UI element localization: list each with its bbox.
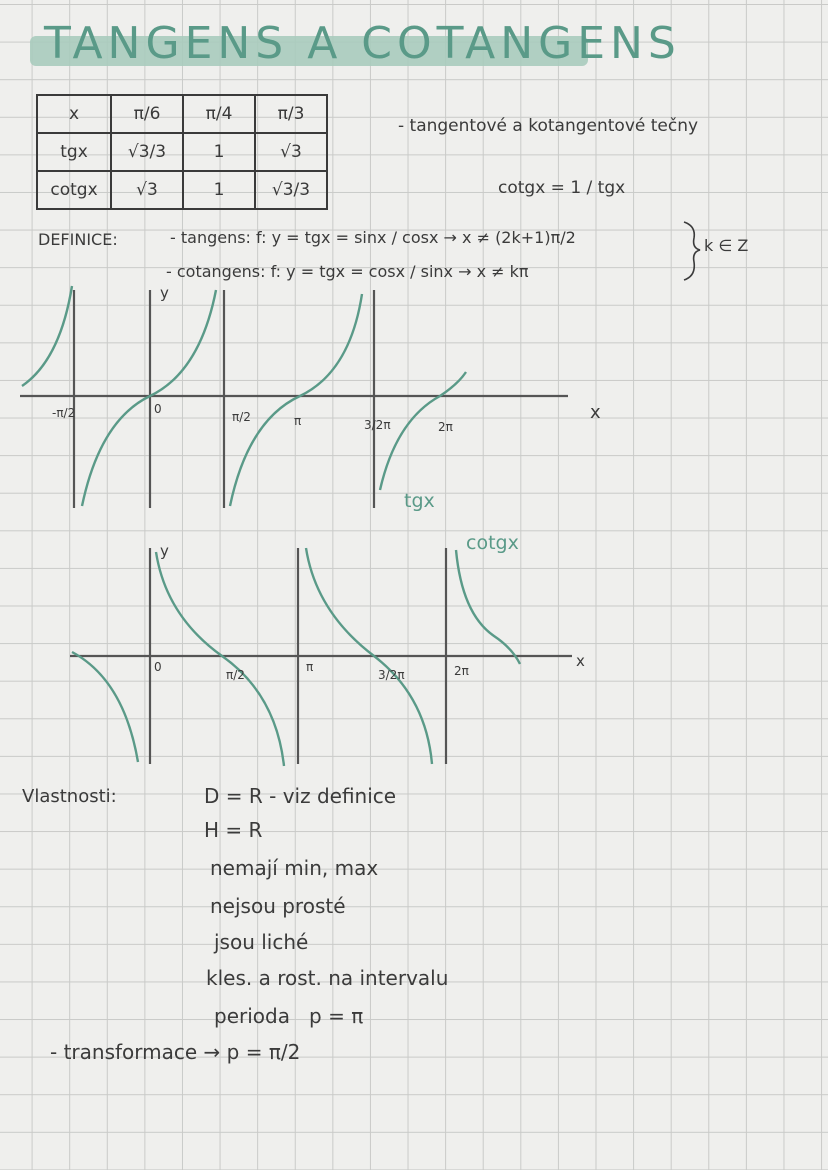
- property-item: perioda p = π: [214, 1004, 364, 1028]
- cotg-tick: π/2: [226, 668, 245, 682]
- table-cell: cotgx: [37, 171, 111, 209]
- definice-label: DEFINICE:: [38, 230, 118, 249]
- table-cell: 1: [183, 133, 255, 171]
- side-note: - tangentové a kotangentové tečny: [398, 116, 699, 136]
- tg-tick: π/2: [232, 410, 251, 424]
- table-cell: x: [37, 95, 111, 133]
- vlastnosti-label: Vlastnosti:: [22, 786, 117, 807]
- cotg-x-label: x: [576, 652, 585, 670]
- table-cell: tgx: [37, 133, 111, 171]
- table-cell: √3: [255, 133, 327, 171]
- property-item: jsou liché: [214, 930, 309, 954]
- cotg-y-label: y: [160, 542, 169, 560]
- tg-tick: π: [294, 414, 302, 428]
- table-cell: √3/3: [255, 171, 327, 209]
- tg-curve-label: tgx: [404, 490, 435, 512]
- tg-tick: 3/2π: [364, 418, 391, 432]
- cotg-tick: 2π: [454, 664, 469, 678]
- cotg-origin: 0: [154, 660, 162, 674]
- tg-tick: -π/2: [52, 406, 76, 420]
- table-cell: π/6: [111, 95, 183, 133]
- property-item: nemají min, max: [210, 856, 379, 880]
- property-item: nejsou prosté: [210, 894, 346, 918]
- cotg-relation: cotgx = 1 / tgx: [498, 178, 626, 198]
- table-cell: √3/3: [111, 133, 183, 171]
- table-cell: 1: [183, 171, 255, 209]
- cotg-branch: [456, 550, 520, 664]
- definice-tangens: - tangens: f: y = tgx = sinx / cosx → x ≠ (2k+1)π/2: [170, 228, 576, 247]
- cotg-branch: [72, 652, 138, 762]
- page-title: TANGENS A COTANGENS: [44, 18, 681, 69]
- cotg-branch: [156, 552, 284, 766]
- tg-x-label: x: [590, 402, 601, 423]
- transformace-note: - transformace → p = π/2: [50, 1040, 301, 1064]
- tg-y-label: y: [160, 284, 169, 302]
- table-cell: π/3: [255, 95, 327, 133]
- property-item: H = R: [204, 818, 263, 842]
- cotg-tick: 3/2π: [378, 668, 405, 682]
- table-cell: √3: [111, 171, 183, 209]
- property-item: D = R - viz definice: [204, 784, 397, 808]
- k-set: k ∈ Z: [704, 236, 749, 255]
- cotg-tick: π: [306, 660, 314, 674]
- tg-origin: 0: [154, 402, 162, 416]
- tg-tick: 2π: [438, 420, 453, 434]
- definice-cotangens: - cotangens: f: y = tgx = cosx / sinx → x ≠ kπ: [166, 262, 529, 281]
- cotg-curve-label: cotgx: [466, 532, 519, 554]
- table-cell: π/4: [183, 95, 255, 133]
- property-item: kles. a rost. na intervalu: [206, 966, 449, 990]
